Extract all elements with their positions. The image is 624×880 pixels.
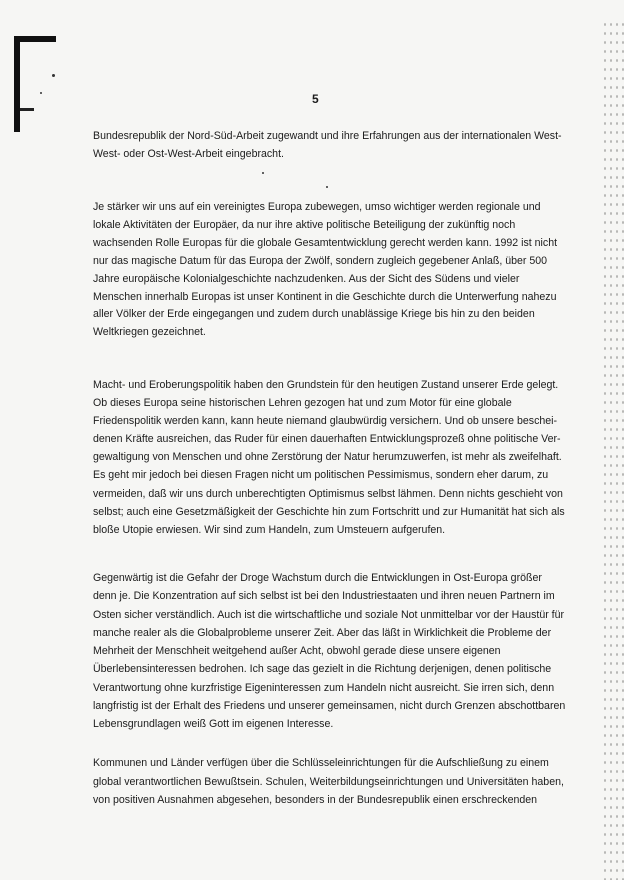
- text-line: Bundesrepublik der Nord-Süd-Arbeit zugewandt und ihre Erfahrungen aus der internationalen West-: [93, 130, 562, 142]
- text-line: wachsenden Rolle Europas für die globale Gesamtentwicklung gerecht werden kann. 1992 ist nicht: [93, 236, 558, 249]
- text-line: West- oder Ost-West-Arbeit eingebracht.: [93, 147, 284, 160]
- text-line: Verantwortung ohne kurzfristige Eigeninteressen zum Handeln nicht ausreicht. Sie irren sich, denn: [93, 681, 555, 694]
- text-line: denen Kräfte ausreichen, das Ruder für einen dauerhaften Entwicklungsprozeß ohne politische Ver-: [93, 433, 561, 446]
- scan-speck: [262, 172, 264, 174]
- text-line: Menschen innerhalb Europas ist unser Kontinent in die Geschichte durch die Unterwerfung nahezu: [93, 290, 557, 303]
- scan-speck: [40, 92, 42, 94]
- text-line: aller Völker der Erde eingegangen und zudem durch unablässige Kriege bis hin zu den beiden: [93, 308, 535, 321]
- paragraph: [93, 569, 566, 734]
- scan-speck: [326, 186, 328, 188]
- text-line: von positiven Ausnahmen abgesehen, besonders in der Bundesrepublik einen erschreckenden: [93, 794, 538, 807]
- text-line: Es geht mir jedoch bei diesen Fragen nicht um politischen Pessimismus, sondern eher darum, zu: [93, 469, 549, 482]
- scan-speck: [52, 74, 55, 77]
- text-line: Gegenwärtig ist die Gefahr der Droge Wachstum durch die Entwicklungen in Ost-Europa größer: [93, 572, 542, 584]
- text-line: Macht- und Eroberungspolitik haben den Grundstein für den heutigen Zustand unserer Erde gelegt.: [93, 379, 559, 391]
- text-line: gewaltigung von Menschen und ohne Zerstörung der Natur herumzuwerfen, ist mehr als zweifelhaft.: [93, 451, 562, 464]
- text-line: Je stärker wir uns auf ein vereinigtes Europa zubewegen, umso wichtiger werden regionale und: [93, 201, 541, 213]
- text-line: Jahre europäische Kolonialgeschichte nachzudenken. Aus der Sicht des Südens und vieler: [93, 272, 520, 285]
- scan-edge-noise: [602, 20, 624, 880]
- text-line: bloße Utopie erwiesen. Wir sind zum Handeln, zum Umsteuern aufgerufen.: [93, 523, 446, 536]
- text-line: Weltkriegen gezeichnet.: [93, 326, 206, 339]
- text-line: Überlebensinteressen bedrohen. Ich sage das gezielt in die Richtung derjenigen, denen politische: [93, 663, 552, 676]
- text-line: lokale Aktivitäten der Europäer, da nur ihre aktive politische Beteiligung der zukünftig noch: [93, 218, 516, 231]
- page-number: 5: [312, 92, 319, 106]
- text-line: Mehrheit der Menschheit weitgehend außer Acht, obwohl gerade diese unsere eigenen: [93, 645, 501, 658]
- paragraph: [93, 376, 565, 539]
- text-line: manche realer als die Globalprobleme unserer Zeit. Aber das läßt in Wirklichkeit die Probleme der: [93, 626, 552, 639]
- scan-corner-mark: [14, 36, 20, 132]
- text-line: Ob dieses Europa seine historischen Lehren gezogen hat und zum Motor für eine globale: [93, 397, 512, 410]
- paragraph: [93, 754, 564, 810]
- text-line: Friedenspolitik werden kann, kann heute niemand glaubwürdig versichern. Und ob unsere beschei-: [93, 415, 558, 428]
- text-line: selbst; auch eine Gesetzmäßigkeit der Geschichte hin zum Fortschritt und zur Humanität hat sich als: [93, 505, 565, 518]
- paragraph: [93, 128, 562, 163]
- text-line: vermeiden, daß wir uns durch unberechtigten Optimismus selbst lähmen. Denn nichts geschieht von: [93, 487, 563, 500]
- text-line: global verantwortlichen Bewußtsein. Schulen, Weiterbildungseinrichtungen und Universitäten haben,: [93, 775, 564, 788]
- text-line: langfristig ist der Erhalt des Friedens und unserer gemeinsamen, nicht durch Grenzen abschottbaren: [93, 700, 566, 713]
- text-line: nur das magische Datum für das Europa der Zwölf, sondern zugleich gegebener Anlaß, über 500: [93, 254, 548, 267]
- text-line: Lebensgrundlagen weiß Gott im eigenen Interesse.: [93, 718, 334, 731]
- scan-speck-mark: [20, 108, 34, 111]
- text-line: denn je. Die Konzentration auf sich selbst ist bei den Industriestaaten und ihren neuen Partnern im: [93, 590, 555, 603]
- text-line: Osten sicher verständlich. Auch ist die wirtschaftliche und soziale Not unmittelbar vor der Haustür für: [93, 608, 565, 621]
- paragraph: [93, 199, 558, 342]
- text-line: Kommunen und Länder verfügen über die Schlüsseleinrichtungen für die Aufschließung zu einem: [93, 757, 549, 769]
- scan-corner-mark-top: [14, 36, 56, 42]
